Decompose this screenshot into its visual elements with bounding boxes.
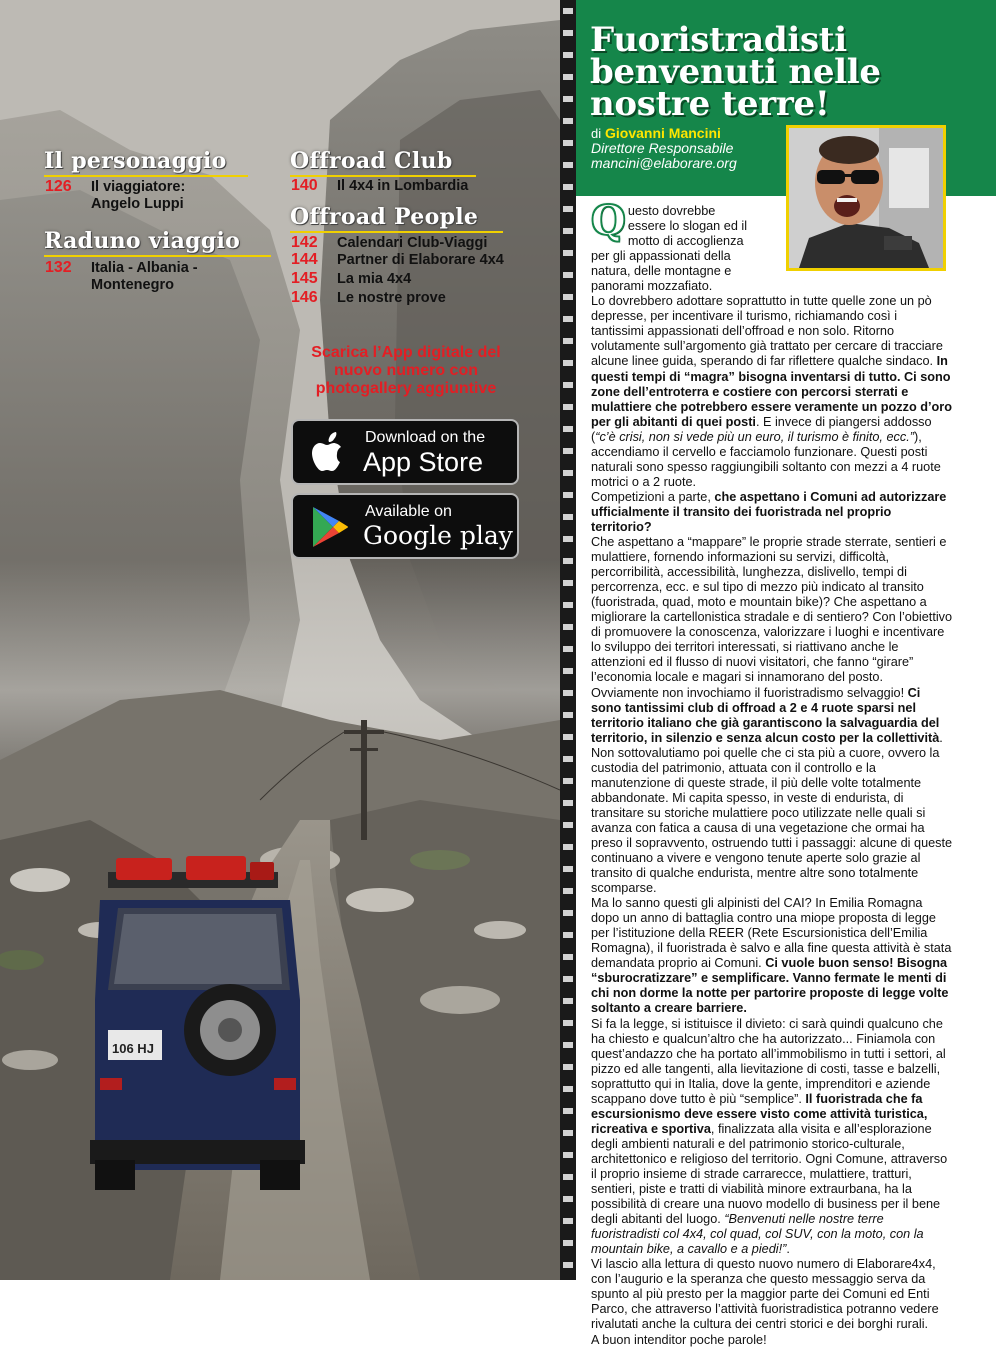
- toc-section-title: [44, 148, 248, 177]
- article-body: [591, 197, 953, 1348]
- title-underline: [44, 175, 248, 177]
- article-paragraph: Vi lascio alla lettura di questo nuovo numero di Elaborare4x4, con l’augurio e la speranza che questo messaggio serva da spunto al più presto per la maggior parte dei Comuni ed Enti Parco, che attraverso l’attività fuoristradistica potranno vedere rivalutati anche la cultura dei centri storici e dei borghi rurali.: [591, 1257, 939, 1332]
- suv-vehicle: [90, 856, 305, 1190]
- article-paragraph: [591, 294, 953, 490]
- text-span: .: [786, 1242, 790, 1257]
- toc-item-label: Il viaggiatore:: [91, 179, 186, 195]
- toc-item[interactable]: [291, 177, 468, 195]
- app-store-big-text: App Store: [363, 447, 484, 477]
- article-paragraph: [591, 896, 953, 1016]
- toc-item[interactable]: [291, 270, 411, 288]
- toc-item-label-cont: Angelo Luppi: [91, 196, 184, 212]
- text-span: uesto dovrebbe essere lo slogan ed il motto di accoglienza per gli appassionati della natura, delle montagne e panorami mozzafiato.: [591, 204, 748, 294]
- article-paragraph: [591, 490, 953, 535]
- app-store-button[interactable]: [291, 419, 519, 485]
- article-headline: Fuoristradisti benvenuti nelle nostre terre!: [590, 20, 881, 124]
- bold-text: che aspettano i Comuni ad autorizzare ufficialmente il transito dei fuoristrada nel proprio territorio?: [591, 489, 947, 534]
- toc-section-title: [44, 228, 271, 257]
- film-strip-holes: [563, 0, 573, 1280]
- toc-item[interactable]: [291, 251, 504, 269]
- apple-icon: [307, 430, 351, 476]
- toc-item-label-cont: Montenegro: [91, 277, 174, 293]
- text-span: Si fa la legge, si istituisce il divieto: ci sarà quindi qualcuno che ha chiesto e qualcun’altro che ha autorizzato... Finiamola con quest’andazzo che ha portato all’immobilismo in tutti i settori, al pizzo ed alle tangenti, alla lievitazione di costi, tasse e balzelli, soprattutto qui in Italia, dove la gente, imprenditori e aziende scappano dove tutto è più “semplice”.: [591, 1016, 946, 1106]
- app-promo-text: Scarica l’App digitale del nuovo numero con photogallery aggiuntive: [311, 344, 501, 397]
- bold-text: Ci sono tantissimi club di offroad a 2 e 4 ruote sparsi nel territorio italiano che già garantiscono la salvaguardia del territorio, in silenzio e senza alcun costo per la collettività: [591, 685, 940, 745]
- toc-section-title: [290, 148, 476, 177]
- text-span: Ma lo sanno questi gli alpinisti del CAI? In Emilia Romagna dopo un anno di battaglia contro una miope proposta di legge per l’istituzione della REER (Rete Escursionistica dell’Emilia Romagna), il fuoristrada è salvo e alla fine questa attività è stata demandata proprio ai Comuni.: [591, 896, 952, 971]
- byline-author: Giovanni Mancini: [605, 125, 721, 141]
- app-store-small-text: Download on the: [365, 429, 486, 446]
- italic-text: “Benvenuti nelle nostre terre fuoristradisti col 4x4, col quad, col SUV, con la moto, con la mountain bike, a cavallo e a piedi!”: [591, 1212, 924, 1257]
- text-span: Che aspettano a “mappare” le proprie strade sterrate, sentieri e mulattiere, fornendo informazioni su servizi, difficoltà, percorribilità, accessibilità, lunghezza, dislivello, tempi di percorrenza, ecc. e sul tipo di mezzo più indicato al transito (fuoristrada, quad, moto e mountain bike)? Che aspettano a migliorare la cartellonistica stradale e di sentiero? Con l’obiettivo di promuovere la conoscenza, valorizzare i luoghi e incentivare lo sviluppo dei territori interessati, si riattivano anche le attenzioni ed il flusso di nuovi visitatori, che fanno “girare” l’economia locale e magari si innamorano del posto. Ovviamente non invochiamo il fuoristradismo selvaggio!: [591, 535, 953, 700]
- page-number: 145: [291, 270, 318, 287]
- byline-role: Direttore Responsabile: [591, 140, 734, 156]
- toc-section-title: [290, 204, 503, 233]
- toc-item[interactable]: [45, 178, 185, 213]
- article-paragraph: [591, 535, 953, 896]
- toc-item[interactable]: [45, 259, 198, 294]
- toc-item-label: Il 4x4 in Lombardia: [337, 178, 469, 194]
- page-number: 132: [45, 259, 72, 276]
- text-span: . E invece di piangersi addosso (: [591, 414, 932, 444]
- title-underline: [44, 255, 271, 257]
- article-closing: A buon intenditor poche parole!: [591, 1332, 767, 1347]
- byline-prefix: di: [591, 126, 602, 141]
- bold-text: In questi tempi di “magra” bisogna inventarsi di tutto. Ci sono zone dell’entroterra e costiere con percorsi sterrati e mulattiere che potrebbero essere veramente un pozzo d’oro per gli abitanti di quei posti: [591, 354, 952, 429]
- toc-item-label: Calendari Club-Viaggi: [337, 235, 488, 251]
- text-span: Lo dovrebbero adottare soprattutto in tutte quelle zone un pò depresse, per incentivare il turismo, richiamando così i tantissimi appassionati dell’offroad e non solo. Ritorno volutamente sull’argomento già trattato per cercare di tracciare alcune linee guida, sperando di far riflettere qualche sindaco.: [591, 294, 943, 369]
- text-span: , finalizzata alla visita e all’esplorazione degli ambienti naturali e del patrimonio storico-culturale, architettonico e religioso del territorio. Ogni Comune, attraverso il proprio insieme di strade carrarecce, mulattiere, tratturi, sentieri, piste e tratti di viabilità minore extraurbana, ha la possibilità di creare una nuovo modello di business per il bene degli abitanti del luogo.: [591, 1121, 948, 1227]
- bold-text: Ci vuole buon senso! Bisogna “sburocratizzare” e semplificare. Vanno fermate le menti di chi non dorme la notte per partorire proposte di legge volte soltanto a creare barriere.: [591, 956, 949, 1016]
- title-underline: [290, 231, 503, 233]
- page-number: 142: [291, 234, 318, 251]
- page-number: 140: [291, 177, 318, 194]
- toc-item[interactable]: [291, 234, 487, 252]
- toc-item-label: Le nostre prove: [337, 290, 446, 306]
- license-plate: 106 HJ: [112, 1041, 154, 1056]
- section-title-text: Il personaggio: [44, 148, 227, 174]
- toc-item-label: La mia 4x4: [337, 271, 412, 287]
- article-paragraph: [591, 197, 953, 294]
- text-span: ), accendiamo il cervello e facciamolo funzionare. Questi posti naturali sono spesso raggiungibili soltanto con mezzi a 4 ruote motrici o a 2 ruote.: [591, 429, 941, 489]
- toc-item[interactable]: [291, 289, 446, 307]
- byline-email[interactable]: mancini@elaborare.org: [591, 155, 737, 171]
- google-play-big-text: Google play: [363, 521, 513, 550]
- page-number: 126: [45, 178, 72, 195]
- bold-text: Il fuoristrada che fa escursionismo deve essere visto come attività turistica, ricreativa e sportiva: [591, 1091, 928, 1136]
- section-title-text: Raduno viaggio: [44, 228, 241, 254]
- text-span: . Non sottovalutiamo poi quelle che ci sta più a cuore, ovvero la custodia del patrimonio, attuata con il controllo e la manutenzione di queste strade, il più delle volte totalmente abbandonate. Mi capita spesso, in veste di endurista, di transitare su storiche mulattiere poco utilizzate nelle quali si avanza con fatica a causa di una vegetazione che ormai ha preso il sopravvento, ostruendo tutti i passaggi: alcune di queste continuano a vivere e vengono tenute aperte solo grazie al transito di qualche endurista, mentre altre sono totalmente scomparse.: [591, 730, 953, 896]
- google-play-icon: [307, 504, 351, 550]
- italic-text: “c’è crisi, non si vede più un euro, il turismo è finito, ecc.”: [595, 429, 914, 444]
- google-play-small-text: Available on: [365, 503, 452, 520]
- section-title-text: Offroad Club: [290, 148, 453, 174]
- photo-spacer: [755, 204, 953, 280]
- page-number: 146: [291, 289, 318, 306]
- toc-item-label: Italia - Albania -: [91, 260, 198, 276]
- page-number: 144: [291, 251, 318, 268]
- section-title-text: Offroad People: [290, 204, 479, 230]
- byline: [591, 126, 737, 171]
- drop-cap: Q: [591, 197, 626, 244]
- google-play-button[interactable]: [291, 493, 519, 559]
- toc-item-label: Partner di Elaborare 4x4: [337, 252, 504, 268]
- text-span: Competizioni a parte,: [591, 489, 715, 504]
- article-paragraph: [591, 1017, 953, 1258]
